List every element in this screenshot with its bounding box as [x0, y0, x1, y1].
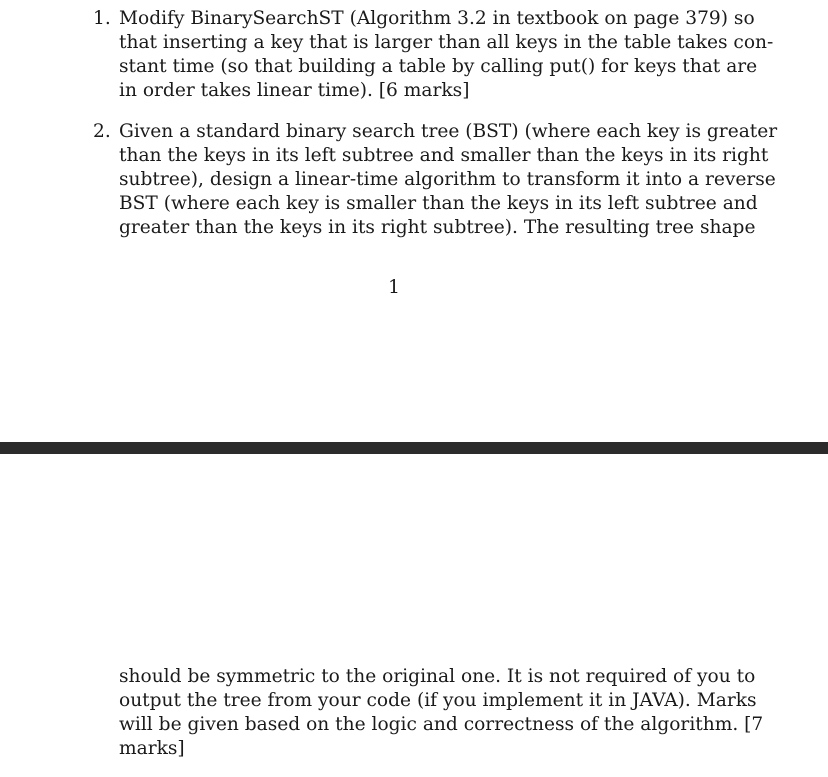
continuation-line-3: will be given based on the logic and correctness of the algorithm. [7: [119, 714, 764, 735]
continuation-line-2: output the tree from your code (if you implement it in JAVA). Marks: [119, 690, 757, 711]
question-2-line-3: subtree), design a linear-time algorithm to transform it into a reverse: [119, 169, 776, 190]
question-2-line-2: than the keys in its left subtree and smaller than the keys in its right: [119, 145, 769, 166]
question-1: [93, 7, 774, 103]
question-2-number: 2.: [93, 121, 111, 142]
question-1-number: 1.: [93, 8, 111, 29]
question-2-line-5: greater than the keys in its right subtree). The resulting tree shape: [119, 217, 756, 238]
continuation-line-1: should be symmetric to the original one. It is not required of you to: [119, 666, 756, 687]
question-1-line-2: that inserting a key that is larger than all keys in the table takes con-: [119, 32, 774, 53]
page-number: 1: [388, 277, 400, 298]
question-2-continuation: [119, 665, 764, 761]
question-2-line-1: Given a standard binary search tree (BST) (where each key is greater: [119, 121, 778, 142]
question-1-line-3: stant time (so that building a table by calling put() for keys that are: [119, 56, 758, 77]
question-2-line-4: BST (where each key is smaller than the keys in its left subtree and: [119, 193, 758, 214]
page-2: [0, 454, 828, 777]
continuation-line-4: marks]: [119, 738, 185, 759]
page-divider: [0, 442, 828, 454]
question-1-line-4: in order takes linear time). [6 marks]: [119, 80, 470, 101]
question-1-line-1: Modify BinarySearchST (Algorithm 3.2 in textbook on page 379) so: [119, 8, 755, 29]
question-2: [93, 120, 778, 240]
